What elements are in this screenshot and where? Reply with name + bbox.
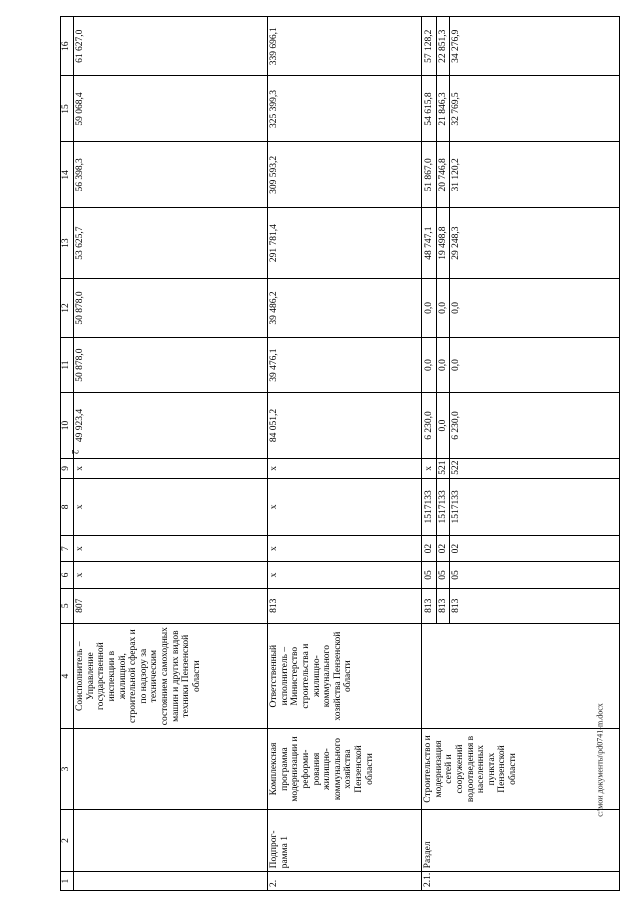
sub-value: 31 120,2 bbox=[449, 142, 463, 207]
col-header: 7 bbox=[61, 535, 74, 561]
table-row-co-executor bbox=[74, 17, 268, 891]
cell-number: 2.1. bbox=[422, 872, 620, 891]
sub-value: х bbox=[424, 466, 434, 471]
cell-value: 39 486,2 bbox=[268, 278, 422, 337]
sub-value: 22 851,3 bbox=[436, 17, 450, 75]
sub-value: 6 230,0 bbox=[449, 393, 463, 458]
cell-value: 50 878,0 bbox=[74, 338, 268, 393]
cell-number bbox=[74, 872, 268, 891]
col-header: 14 bbox=[61, 142, 74, 208]
cell-rz bbox=[422, 562, 620, 588]
sub-value: 32 769,5 bbox=[449, 76, 463, 141]
header-row bbox=[61, 17, 74, 891]
cell-value: 291 781,4 bbox=[268, 208, 422, 278]
cell-value bbox=[422, 142, 620, 208]
sub-value: 19 498,8 bbox=[436, 208, 450, 277]
cell-executor: Ответственный исполнитель – Министерство строительства и жилищно- коммунального хозяйства Пензенской области bbox=[268, 623, 422, 729]
cell-vr: х bbox=[74, 459, 268, 479]
cell-value bbox=[422, 17, 620, 76]
cell-status: Подпрог- рамма 1 bbox=[268, 809, 422, 872]
sub-value: 0,0 bbox=[436, 338, 450, 392]
col-header: 9 bbox=[61, 459, 74, 479]
sub-value: 813 bbox=[436, 589, 450, 623]
sub-value: 0,0 bbox=[449, 338, 463, 392]
sub-value: 20 746,8 bbox=[436, 142, 450, 207]
cell-value: 50 878,0 bbox=[74, 278, 268, 337]
sub-value: 813 bbox=[449, 589, 463, 623]
sub-value: 34 276,9 bbox=[449, 17, 463, 75]
sub-value: 0,0 bbox=[436, 279, 450, 337]
cell-value bbox=[422, 393, 620, 459]
cell-rz: х bbox=[74, 562, 268, 588]
col-header: 3 bbox=[61, 729, 74, 809]
cell-status bbox=[74, 809, 268, 872]
cell-vr: х bbox=[268, 459, 422, 479]
cell-title: Строительство и модернизация сетей и сооружений водоотведения в населенных пунктах Пензенской области bbox=[422, 729, 620, 809]
cell-grbs: 813 bbox=[268, 588, 422, 623]
sub-value: 21 846,3 bbox=[436, 76, 450, 141]
sub-value: 54 615,8 bbox=[424, 92, 434, 126]
sub-value: 0,0 bbox=[424, 359, 434, 372]
sub-value: 57 128,2 bbox=[424, 29, 434, 63]
col-header: 8 bbox=[61, 478, 74, 535]
sub-value: 02 bbox=[449, 536, 463, 561]
table-row-subprogram bbox=[268, 17, 422, 891]
cell-value: 339 696,1 bbox=[268, 17, 422, 76]
col-header: 1 bbox=[61, 872, 74, 891]
cell-rz: х bbox=[268, 562, 422, 588]
sub-value: 05 bbox=[436, 562, 450, 587]
col-header: 12 bbox=[61, 278, 74, 337]
sub-value: 813 bbox=[424, 598, 434, 613]
cell-csr: х bbox=[268, 478, 422, 535]
sub-value: 05 bbox=[424, 570, 434, 580]
cell-pr: х bbox=[268, 535, 422, 561]
sub-value: 1517133 bbox=[436, 479, 450, 535]
page-number: 2 bbox=[70, 449, 80, 455]
sub-value: 48 747,1 bbox=[424, 226, 434, 260]
cell-csr: х bbox=[74, 478, 268, 535]
cell-title: Комплексная программа модернизации и реформи- рования жилищно- коммунального хозяйства Пензенской области bbox=[268, 729, 422, 809]
col-header: 2 bbox=[61, 809, 74, 872]
col-header: 16 bbox=[61, 17, 74, 76]
cell-value bbox=[422, 338, 620, 393]
cell-value: 49 923,4 bbox=[74, 393, 268, 459]
cell-status: Раздел bbox=[422, 809, 620, 872]
cell-grbs bbox=[422, 588, 620, 623]
sub-value: 522 bbox=[449, 459, 463, 478]
col-header: 6 bbox=[61, 562, 74, 588]
col-header: 10 bbox=[61, 393, 74, 459]
sub-value: 6 230,0 bbox=[424, 411, 434, 440]
cell-value: 84 051,2 bbox=[268, 393, 422, 459]
cell-value: 61 627,0 bbox=[74, 17, 268, 76]
table-row-section bbox=[422, 17, 620, 891]
col-header: 5 bbox=[61, 588, 74, 623]
cell-value: 39 476,1 bbox=[268, 338, 422, 393]
cell-value bbox=[422, 278, 620, 337]
budget-table bbox=[60, 16, 620, 891]
budget-table-rotated bbox=[60, 16, 620, 891]
sub-value: 0,0 bbox=[449, 279, 463, 337]
cell-executor bbox=[422, 623, 620, 729]
cell-title bbox=[74, 729, 268, 809]
cell-executor: Соисполнитель – Управление государственной инспекции в жилищной, строительной сферах и по надзору за техническим состоянием самоходных машин и других видов техники Пензенской области bbox=[74, 623, 268, 729]
col-header: 15 bbox=[61, 76, 74, 142]
cell-pr: х bbox=[74, 535, 268, 561]
sub-value: 521 bbox=[436, 459, 450, 478]
col-header: 4 bbox=[61, 623, 74, 729]
sub-value: 0,0 bbox=[436, 393, 450, 458]
cell-value: 59 068,4 bbox=[74, 76, 268, 142]
sub-value: 29 248,3 bbox=[449, 208, 463, 277]
col-header: 11 bbox=[61, 338, 74, 393]
sub-value: 1517133 bbox=[449, 479, 463, 535]
cell-number: 2. bbox=[268, 872, 422, 891]
sub-value: 02 bbox=[424, 543, 434, 554]
cell-pr bbox=[422, 535, 620, 561]
cell-csr bbox=[422, 478, 620, 535]
cell-value: 53 625,7 bbox=[74, 208, 268, 278]
col-header: 13 bbox=[61, 208, 74, 278]
cell-value: 56 398,3 bbox=[74, 142, 268, 208]
sub-value: 1517133 bbox=[424, 490, 434, 524]
sub-value: 05 bbox=[449, 562, 463, 587]
cell-grbs: 807 bbox=[74, 588, 268, 623]
document-footer-path: c:\мои документы\pd0741-m.docx bbox=[595, 703, 605, 817]
cell-value: 325 399,3 bbox=[268, 76, 422, 142]
sub-value: 0,0 bbox=[424, 302, 434, 314]
cell-value: 309 593,2 bbox=[268, 142, 422, 208]
cell-value bbox=[422, 208, 620, 278]
cell-value bbox=[422, 76, 620, 142]
cell-vr bbox=[422, 459, 620, 479]
sub-value: 51 867,0 bbox=[424, 158, 434, 192]
sub-value: 02 bbox=[436, 536, 450, 561]
